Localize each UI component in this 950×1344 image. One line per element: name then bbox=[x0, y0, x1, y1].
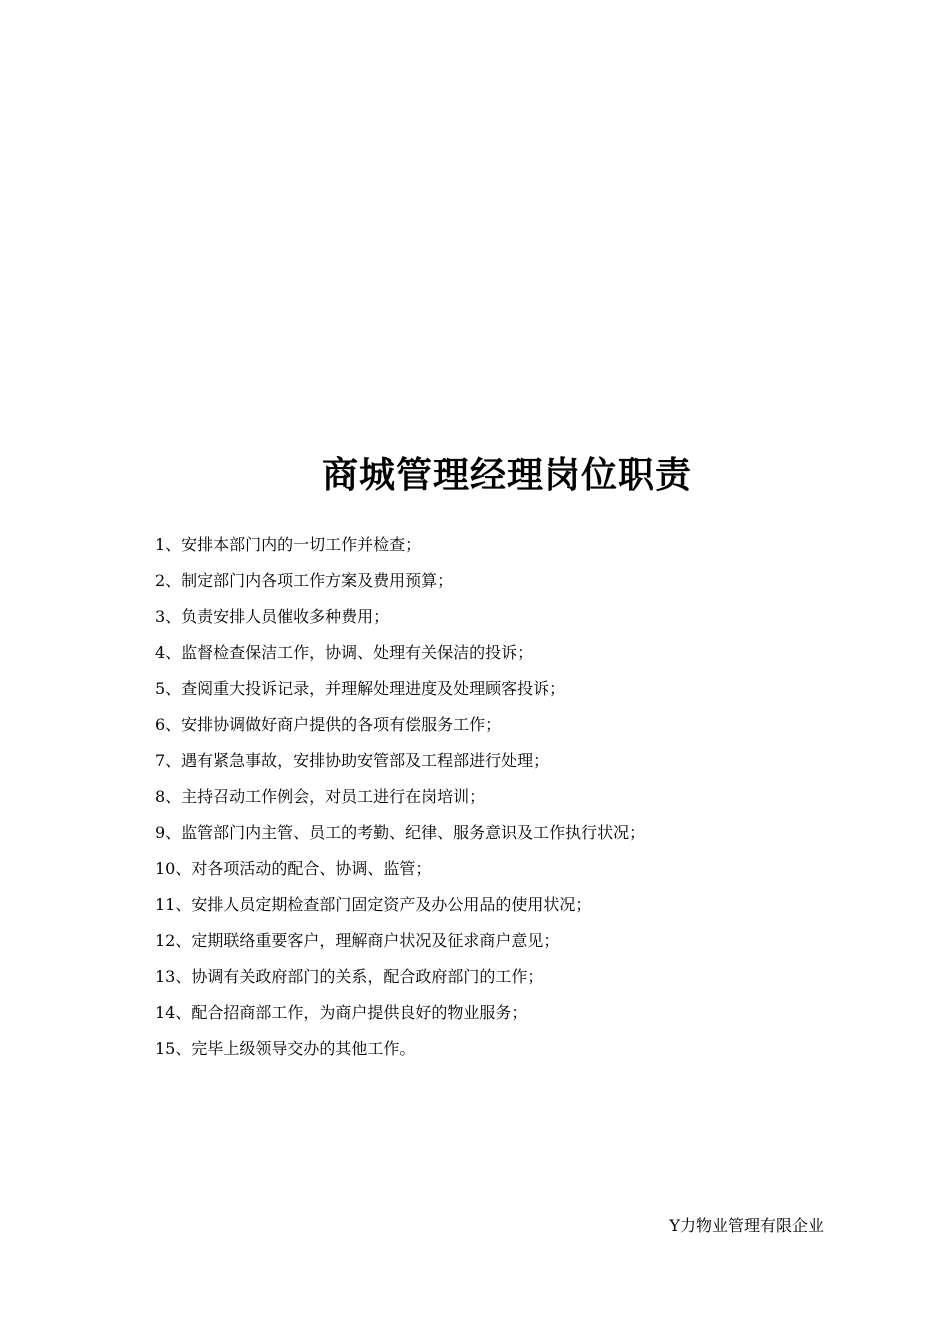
company-signature: Y力物业管理有限企业 bbox=[669, 1216, 824, 1235]
duty-item: 11、安排人员定期检查部门固定资产及办公用品的使用状况； bbox=[155, 895, 592, 914]
duty-item: 3、负责安排人员催收多种费用； bbox=[155, 607, 390, 626]
duty-item: 7、遇有紧急事故，安排协助安管部及工程部进行处理； bbox=[155, 751, 550, 770]
duty-item: 8、主持召动工作例会，对员工进行在岗培训； bbox=[155, 787, 486, 806]
duty-item: 1、安排本部门内的一切工作并检查； bbox=[155, 535, 422, 554]
duty-item: 4、监督检查保洁工作，协调、处理有关保洁的投诉； bbox=[155, 643, 534, 662]
duty-item: 6、安排协调做好商户提供的各项有偿服务工作； bbox=[155, 715, 502, 734]
duty-item: 10、对各项活动的配合、协调、监管； bbox=[155, 859, 432, 878]
duty-item: 15、完毕上级领导交办的其他工作。 bbox=[155, 1039, 416, 1058]
duty-item: 2、制定部门内各项工作方案及费用预算； bbox=[155, 571, 454, 590]
duty-item: 9、监管部门内主管、员工的考勤、纪律、服务意识及工作执行状况； bbox=[155, 823, 646, 842]
page-title: 商城管理经理岗位职责 bbox=[322, 454, 693, 496]
duty-item: 5、查阅重大投诉记录，并理解处理进度及处理顾客投诉； bbox=[155, 679, 566, 698]
duty-item: 13、协调有关政府部门的关系，配合政府部门的工作； bbox=[155, 967, 544, 986]
duty-item: 14、配合招商部工作，为商户提供良好的物业服务； bbox=[155, 1003, 528, 1022]
duty-item: 12、定期联络重要客户，理解商户状况及征求商户意见； bbox=[155, 931, 560, 950]
duty-list bbox=[155, 530, 875, 1070]
